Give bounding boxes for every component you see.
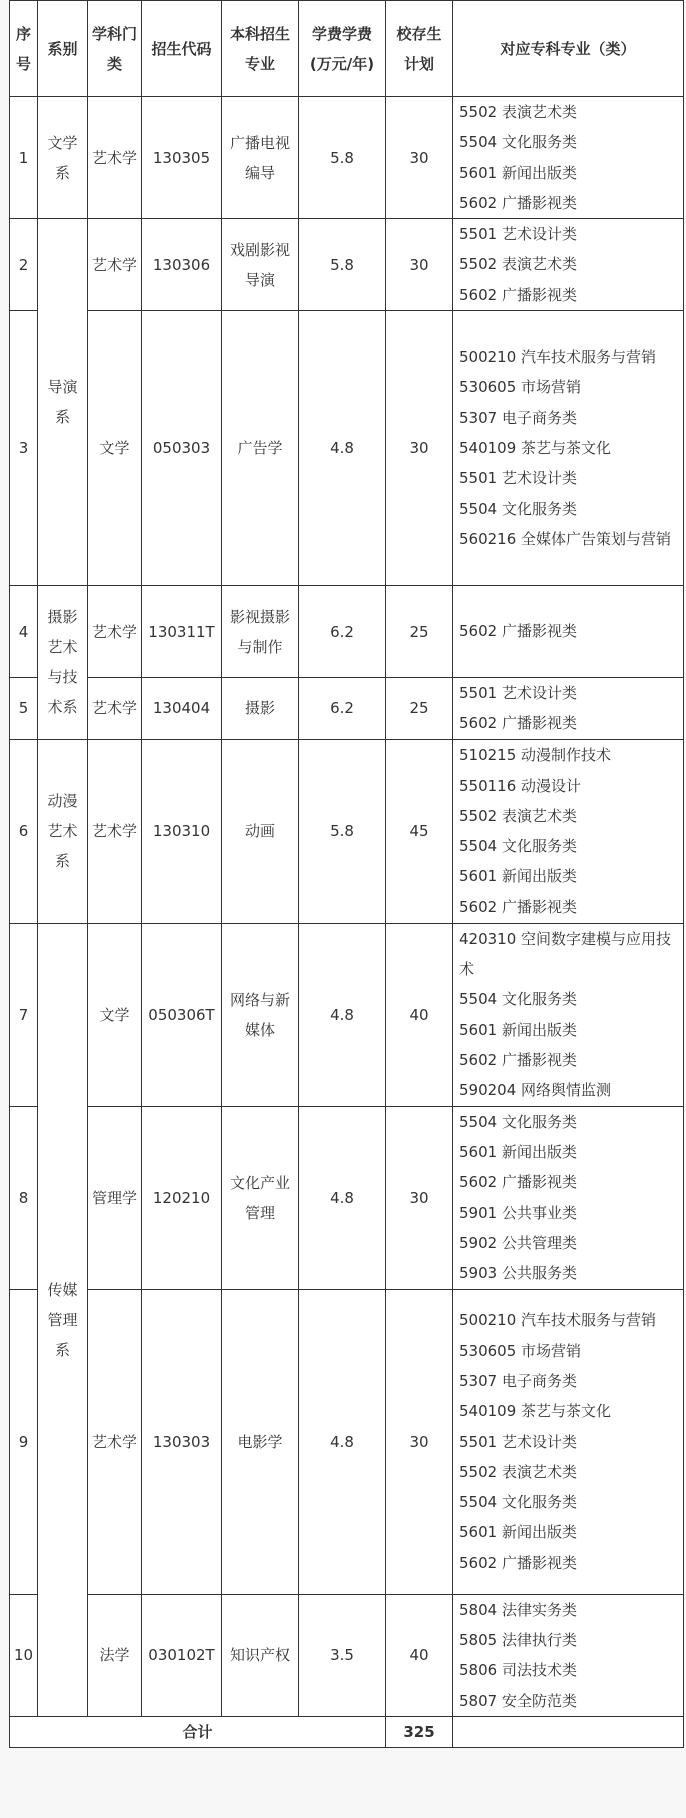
cell-related [453,1289,684,1594]
cell-code: 030102T [142,1594,222,1716]
cell-major: 影视摄影与制作 [222,586,299,678]
cell-quota: 25 [386,586,453,678]
header-category: 学科门类 [88,1,142,97]
related-item: 500210 汽车技术服务与营销 [459,348,657,367]
cell-major: 知识产权 [222,1594,299,1716]
enrollment-table [9,0,684,1748]
cell-related [453,586,684,678]
cell-dept: 导演系 [38,219,88,586]
related-item: 510215 动漫制作技术 [459,746,612,765]
cell-major: 戏剧影视导演 [222,219,299,311]
cell-major: 广告学 [222,311,299,586]
cell-major: 文化产业管理 [222,1106,299,1289]
table-row [10,219,684,311]
cell-fee: 5.8 [299,219,386,311]
related-item: 5504 文化服务类 [459,133,577,152]
table-row [10,1289,684,1594]
cell-quota: 30 [386,97,453,219]
related-item: 540109 茶艺与茶文化 [459,438,612,457]
related-item: 5504 文化服务类 [459,1112,577,1131]
related-item: 5601 新闻出版类 [459,163,577,182]
related-item: 500210 汽车技术服务与营销 [459,1311,657,1330]
header-related: 对应专科专业（类） [453,1,684,97]
cell-quota: 45 [386,739,453,923]
related-item: 5807 安全防范类 [459,1691,577,1710]
related-item: 5602 广播影视类 [459,714,577,733]
cell-fee: 4.8 [299,1289,386,1594]
related-item: 530605 市场营销 [459,1341,582,1360]
table-row [10,311,684,586]
related-item: 5601 新闻出版类 [459,1143,577,1162]
cell-related [453,97,684,219]
related-item: 5602 广播影视类 [459,285,577,304]
related-item: 5502 表演艺术类 [459,1462,577,1481]
related-item: 5504 文化服务类 [459,1493,577,1512]
total-empty [453,1716,684,1747]
cell-fee: 3.5 [299,1594,386,1716]
related-item: 530605 市场营销 [459,378,582,397]
related-item: 550116 动漫设计 [459,776,582,795]
table-row [10,586,684,678]
cell-fee: 4.8 [299,923,386,1106]
related-item: 5903 公共服务类 [459,1264,577,1283]
table-row [10,678,684,740]
related-item: 5307 电子商务类 [459,408,577,427]
cell-no: 7 [10,923,38,1106]
cell-code: 120210 [142,1106,222,1289]
cell-fee: 5.8 [299,97,386,219]
total-row [10,1716,684,1747]
cell-code: 130306 [142,219,222,311]
cell-code: 130303 [142,1289,222,1594]
cell-major: 摄影 [222,678,299,740]
cell-quota: 40 [386,1594,453,1716]
cell-category: 艺术学 [88,739,142,923]
header-row [10,1,684,97]
cell-category: 艺术学 [88,1289,142,1594]
cell-major: 动画 [222,739,299,923]
header-dept: 系别 [38,1,88,97]
cell-category: 艺术学 [88,219,142,311]
related-item: 590204 网络舆情监测 [459,1081,612,1100]
cell-dept: 摄影艺术与技术系 [38,586,88,740]
related-item: 5501 艺术设计类 [459,1432,577,1451]
cell-code: 050303 [142,311,222,586]
cell-dept: 动漫艺术系 [38,739,88,923]
related-item: 5804 法律实务类 [459,1600,577,1619]
related-item: 5501 艺术设计类 [459,684,577,703]
cell-code: 130305 [142,97,222,219]
cell-no: 3 [10,311,38,586]
table-row [10,739,684,923]
related-item: 5806 司法技术类 [459,1661,577,1680]
related-item: 5504 文化服务类 [459,990,577,1009]
related-item: 5307 电子商务类 [459,1371,577,1390]
table-row [10,923,684,1106]
related-item: 5602 广播影视类 [459,193,577,212]
cell-quota: 30 [386,1106,453,1289]
related-item: 5602 广播影视类 [459,1553,577,1572]
cell-major: 广播电视编导 [222,97,299,219]
cell-quota: 30 [386,311,453,586]
cell-related [453,1106,684,1289]
cell-code: 130310 [142,739,222,923]
cell-related [453,311,684,586]
header-quota: 校存生计划 [386,1,453,97]
cell-no: 6 [10,739,38,923]
cell-major: 网络与新媒体 [222,923,299,1106]
total-label: 合计 [10,1716,386,1747]
related-item: 5602 广播影视类 [459,1173,577,1192]
cell-quota: 25 [386,678,453,740]
related-item: 420310 空间数字建模与应用技术 [459,929,672,979]
cell-no: 10 [10,1594,38,1716]
related-item: 5601 新闻出版类 [459,1020,577,1039]
related-item: 5502 表演艺术类 [459,255,577,274]
cell-quota: 40 [386,923,453,1106]
cell-dept: 文学系 [38,97,88,219]
cell-no: 4 [10,586,38,678]
cell-category: 管理学 [88,1106,142,1289]
related-item: 5601 新闻出版类 [459,867,577,886]
cell-fee: 5.8 [299,739,386,923]
cell-major: 电影学 [222,1289,299,1594]
cell-category: 艺术学 [88,586,142,678]
related-item: 540109 茶艺与茶文化 [459,1402,612,1421]
cell-quota: 30 [386,1289,453,1594]
related-item: 5805 法律执行类 [459,1630,577,1649]
related-item: 5601 新闻出版类 [459,1523,577,1542]
cell-fee: 6.2 [299,678,386,740]
related-item: 5502 表演艺术类 [459,806,577,825]
header-no: 序号 [10,1,38,97]
header-fee: 学费学费(万元/年) [299,1,386,97]
cell-category: 文学 [88,923,142,1106]
related-item: 5501 艺术设计类 [459,225,577,244]
cell-related [453,678,684,740]
related-item: 5902 公共管理类 [459,1233,577,1252]
cell-dept: 传媒管理系 [38,923,88,1716]
cell-code: 130404 [142,678,222,740]
total-quota: 325 [386,1716,453,1747]
related-item: 5901 公共事业类 [459,1203,577,1222]
related-item: 5602 广播影视类 [459,897,577,916]
cell-category: 艺术学 [88,97,142,219]
cell-category: 艺术学 [88,678,142,740]
header-code: 招生代码 [142,1,222,97]
header-major: 本科招生专业 [222,1,299,97]
cell-no: 1 [10,97,38,219]
table-row [10,1106,684,1289]
cell-related [453,1594,684,1716]
cell-no: 5 [10,678,38,740]
related-item: 5602 广播影视类 [459,622,577,641]
cell-related [453,219,684,311]
related-item: 5502 表演艺术类 [459,103,577,121]
cell-related [453,923,684,1106]
cell-no: 9 [10,1289,38,1594]
related-item: 5504 文化服务类 [459,837,577,856]
cell-quota: 30 [386,219,453,311]
related-item: 5504 文化服务类 [459,499,577,518]
cell-code: 130311T [142,586,222,678]
cell-no: 8 [10,1106,38,1289]
cell-code: 050306T [142,923,222,1106]
table-row [10,97,684,219]
cell-related [453,739,684,923]
related-item: 5501 艺术设计类 [459,469,577,488]
cell-category: 文学 [88,311,142,586]
cell-fee: 6.2 [299,586,386,678]
related-item: 560216 全媒体广告策划与营销 [459,529,672,548]
cell-no: 2 [10,219,38,311]
related-item: 5602 广播影视类 [459,1050,577,1069]
table-row [10,1594,684,1716]
cell-category: 法学 [88,1594,142,1716]
cell-fee: 4.8 [299,311,386,586]
cell-fee: 4.8 [299,1106,386,1289]
